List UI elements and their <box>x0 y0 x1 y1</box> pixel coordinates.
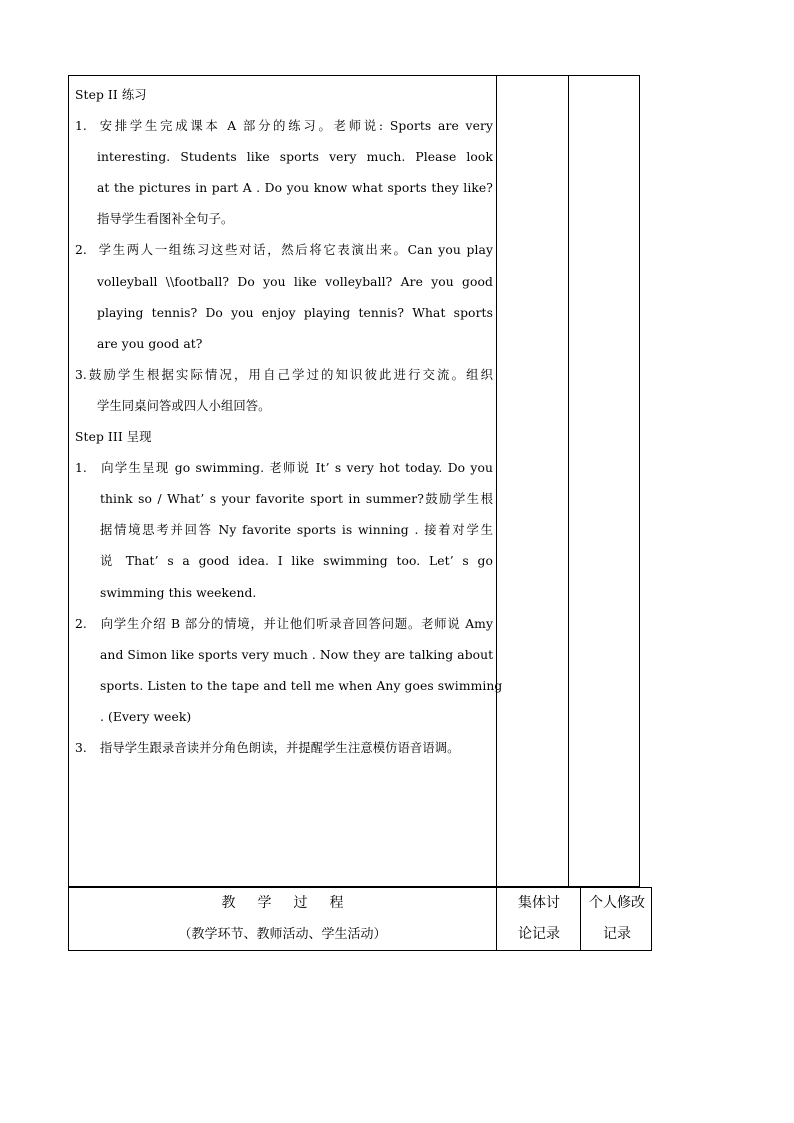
step3-item2-line2: and Simon like sports very much . Now they are talking about <box>100 647 494 662</box>
header-row-table <box>68 887 652 951</box>
group-discussion-header-cell <box>496 888 581 950</box>
process-title: 教学过程 <box>221 895 366 911</box>
step3-item1-line3: 据情境思考并回答 Ny favorite sports is winning . 接着对学生 <box>100 523 493 538</box>
process-header-cell <box>69 888 496 950</box>
process-subtitle: （教学环节、教师活动、学生活动） <box>178 927 387 942</box>
personal-revision-header-cell <box>580 888 653 950</box>
step3-item1-line5: swimming this weekend. <box>100 585 257 600</box>
step3-item3-line1: 3. 指导学生跟录音读并分角色朗读，并提醒学生注意模仿语音语调。 <box>75 740 460 755</box>
lesson-content-table <box>68 75 640 887</box>
step2-item1-line3: at the pictures in part A . Do you know what sports they like? <box>97 181 493 196</box>
group-discussion-label-1: 集体讨 <box>518 895 560 911</box>
personal-revision-label-2: 记录 <box>603 926 631 942</box>
step3-item1-line4: 说 That’ s a good idea. I like swimming too. Let’ s go <box>100 554 493 569</box>
step3-item1-line1: 1. 向学生呈现 go swimming. 老师说 It’ s very hot today. Do you <box>75 461 493 476</box>
step2-item2-line1: 2. 学生两人一组练习这些对话，然后将它表演出来。Can you play <box>75 243 493 258</box>
step3-title: Step III 呈现 <box>75 430 152 445</box>
step2-item1-line2: interesting. Students like sports very much. Please look <box>97 150 493 165</box>
column-divider <box>568 76 569 886</box>
group-discussion-label-2: 论记录 <box>518 926 560 942</box>
step3-item2-line3: sports. Listen to the tape and tell me when Any goes swimming <box>100 678 503 693</box>
step2-item2-line2: volleyball \\football? Do you like volleyball? Are you good <box>97 274 493 289</box>
step2-item2-line3: playing tennis? Do you enjoy playing tennis? What sports <box>97 305 493 320</box>
step3-item2-line1: 2. 向学生介绍 B 部分的情境，并让他们听录音回答问题。老师说 Amy <box>75 616 493 631</box>
step2-item2-line4: are you good at? <box>97 336 203 351</box>
teaching-process-cell <box>75 80 503 764</box>
step2-item1-line1: 1. 安排学生完成课本 A 部分的练习。老师说: Sports are very <box>75 119 493 134</box>
step2-title: Step II 练习 <box>75 88 147 102</box>
step3-item2-line4: . (Every week) <box>100 709 192 724</box>
column-divider <box>496 76 497 886</box>
personal-revision-label-1: 个人修改 <box>589 895 645 911</box>
step3-item1-line2: think so / What’ s your favorite sport in summer?鼓励学生根 <box>100 492 493 507</box>
step2-item3-line1: 3.鼓励学生根据实际情况，用自己学过的知识彼此进行交流。组织 <box>75 367 493 382</box>
step2-item3-line2: 学生同桌问答或四人小组回答。 <box>97 398 271 413</box>
step2-item1-line4: 指导学生看图补全句子。 <box>97 212 234 227</box>
